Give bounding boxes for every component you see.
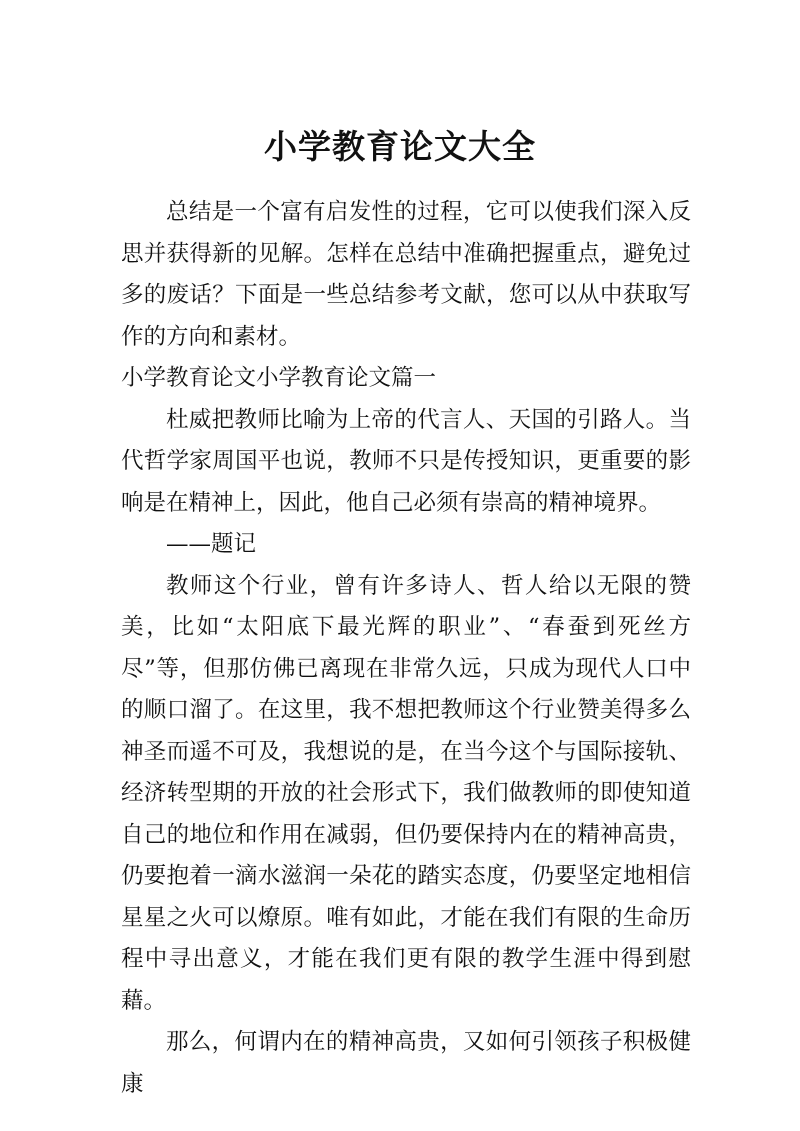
body-paragraph: 教师这个行业，曾有许多诗人、哲人给以无限的赞美，比如“太阳底下最光辉的职业”、“春蚕到死丝方尽”等，但那仿佛已离现在非常久远，只成为现代人口中的顺口溜了。在这里，我不想把教师这个行业赞美得多么神圣而遥不可及，我想说的是，在当今这个与国际接轨、经济转型期的开放的社会形式下，我们做教师的即使知道自己的地位和作用在减弱，但仍要保持内在的精神高贵，仍要抱着一滴水滋润一朵花的踏实态度，仍要坚定地相信星星之火可以燎原。唯有如此，才能在我们有限的生命历程中寻出意义，才能在我们更有限的教学生涯中得到慰藉。: [121, 572, 691, 1014]
document-title: 小学教育论文大全: [264, 127, 536, 166]
document-body: [121, 192, 691, 1105]
intro-paragraph: 总结是一个富有启发性的过程，它可以使我们深入反思并获得新的见解。怎样在总结中准确把握重点，避免过多的废话？下面是一些总结参考文献，您可以从中获取写作的方向和素材。: [121, 199, 691, 350]
body-paragraph: 那么，何谓内在的精神高贵，又如何引领孩子积极健康: [121, 1029, 691, 1097]
section-heading: 小学教育论文小学教育论文篇一: [121, 365, 437, 391]
quote-paragraph: 杜威把教师比喻为上帝的代言人、天国的引路人。当代哲学家周国平也说，教师不只是传授知识，更重要的影响是在精神上，因此，他自己必须有崇高的精神境界。: [121, 406, 691, 516]
epigraph-attribution: ——题记: [166, 531, 257, 557]
